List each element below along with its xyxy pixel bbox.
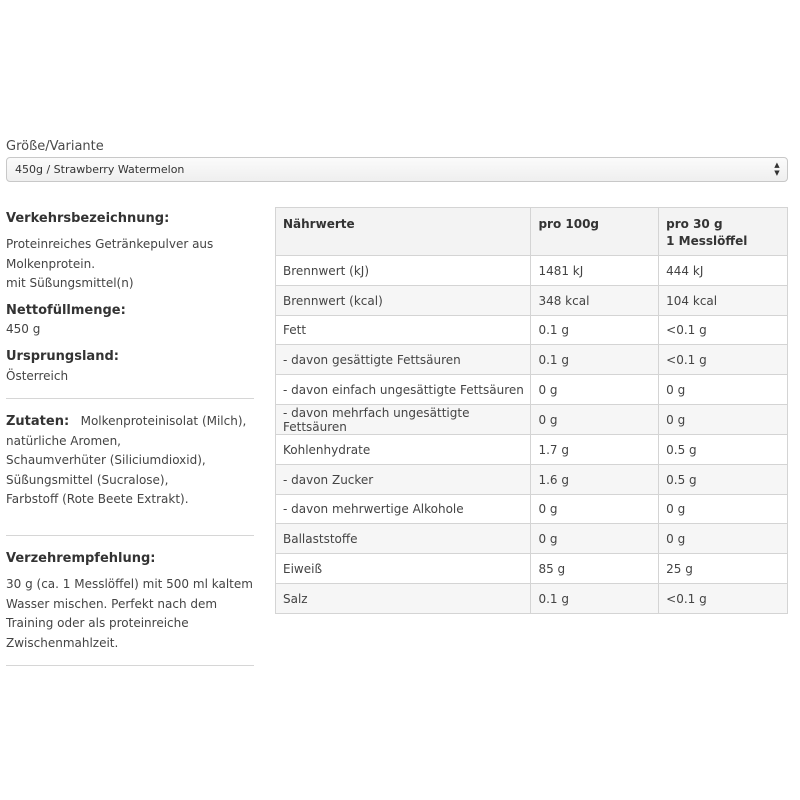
nutrient-name: Brennwert (kJ) [276, 256, 531, 286]
designation-line: Molkenprotein. [6, 256, 96, 271]
recommendation-line: 30 g (ca. 1 Messlöffel) mit 500 ml kaltem [6, 577, 253, 591]
value-per-100g: 85 g [531, 554, 659, 584]
table-row [276, 285, 788, 315]
table-row [276, 464, 788, 494]
ingredients-line: Molkenproteinisolat (Milch), [80, 414, 247, 428]
nutrient-name: - davon gesättigte Fettsäuren [276, 345, 531, 375]
ingredients-line: natürliche Aromen, [6, 433, 121, 448]
variant-select[interactable] [6, 157, 788, 182]
recommendation-line: Wasser mischen. Perfekt nach dem [6, 596, 218, 611]
value-per-serving: <0.1 g [659, 583, 788, 613]
net-quantity-label: Nettofüllmenge: [6, 303, 126, 318]
value-per-100g: 348 kcal [531, 285, 659, 315]
value-per-100g: 0 g [531, 375, 659, 405]
table-row [276, 375, 788, 405]
value-per-100g: 1.7 g [531, 434, 659, 464]
value-per-100g: 1.6 g [531, 464, 659, 494]
designation-text [6, 235, 254, 294]
origin-label: Ursprungsland: [6, 349, 119, 364]
header-per-serving [659, 208, 788, 256]
ingredients-line: Süßungsmittel (Sucralose), [6, 472, 169, 487]
recommendation-text [6, 575, 254, 653]
recommendation-line: Zwischenmahlzeit. [6, 635, 119, 650]
ingredients-text [6, 412, 254, 510]
value-per-100g: 0 g [531, 524, 659, 554]
nutrient-name: Eiweiß [276, 554, 531, 584]
header-nutrient: Nährwerte [276, 208, 531, 256]
table-row [276, 583, 788, 613]
value-per-serving: 0.5 g [659, 434, 788, 464]
ingredients-line: Farbstoff (Rote Beete Extrakt). [6, 492, 189, 506]
divider [6, 535, 254, 536]
nutrient-name: - davon Zucker [276, 464, 531, 494]
designation-label: Verkehrsbezeichnung: [6, 211, 170, 226]
nutrition-header-row [276, 208, 788, 256]
variant-label: Größe/Variante [6, 139, 104, 154]
net-quantity-value: 450 g [6, 322, 41, 336]
value-per-100g: 0 g [531, 494, 659, 524]
value-per-100g: 0.1 g [531, 345, 659, 375]
origin-value: Österreich [6, 369, 69, 383]
value-per-serving: <0.1 g [659, 345, 788, 375]
ingredients-line: Schaumverhüter (Siliciumdioxid), [6, 453, 206, 467]
table-row [276, 554, 788, 584]
value-per-100g: 0.1 g [531, 583, 659, 613]
nutrient-name: - davon einfach ungesättigte Fettsäuren [276, 375, 531, 405]
nutrient-name: Salz [276, 583, 531, 613]
designation-line: mit Süßungsmittel(n) [6, 276, 134, 290]
value-per-serving: 0 g [659, 404, 788, 434]
recommendation-line: Training oder als proteinreiche [6, 616, 189, 630]
value-per-100g: 1481 kJ [531, 256, 659, 286]
header-per-serving-line: 1 Messlöffel [666, 234, 748, 248]
header-per-100g: pro 100g [531, 208, 659, 256]
table-row [276, 256, 788, 286]
nutrient-name: Kohlenhydrate [276, 434, 531, 464]
table-row [276, 345, 788, 375]
nutrition-table [275, 207, 788, 614]
divider [6, 398, 254, 399]
nutrient-name: Ballaststoffe [276, 524, 531, 554]
value-per-serving: 444 kJ [659, 256, 788, 286]
divider [6, 665, 254, 666]
value-per-serving: 0.5 g [659, 464, 788, 494]
value-per-serving: 0 g [659, 375, 788, 405]
nutrient-name: Brennwert (kcal) [276, 285, 531, 315]
value-per-100g: 0 g [531, 404, 659, 434]
header-per-serving-line: pro 30 g [666, 217, 723, 231]
value-per-serving: 0 g [659, 524, 788, 554]
recommendation-label: Verzehrempfehlung: [6, 551, 156, 566]
table-row [276, 315, 788, 345]
select-arrows-icon: ▲ ▼ [774, 161, 780, 177]
variant-selected-value: 450g / Strawberry Watermelon [15, 163, 185, 176]
table-row [276, 494, 788, 524]
value-per-100g: 0.1 g [531, 315, 659, 345]
table-row [276, 434, 788, 464]
value-per-serving: 25 g [659, 554, 788, 584]
value-per-serving: <0.1 g [659, 315, 788, 345]
nutrient-name: Fett [276, 315, 531, 345]
value-per-serving: 0 g [659, 494, 788, 524]
designation-line: Proteinreiches Getränkepulver aus [6, 237, 214, 251]
nutrient-name: - davon mehrwertige Alkohole [276, 494, 531, 524]
table-row [276, 524, 788, 554]
table-row [276, 404, 788, 434]
nutrient-name: - davon mehrfach ungesättigte Fettsäuren [276, 404, 531, 434]
value-per-serving: 104 kcal [659, 285, 788, 315]
ingredients-label: Zutaten: [6, 414, 70, 429]
